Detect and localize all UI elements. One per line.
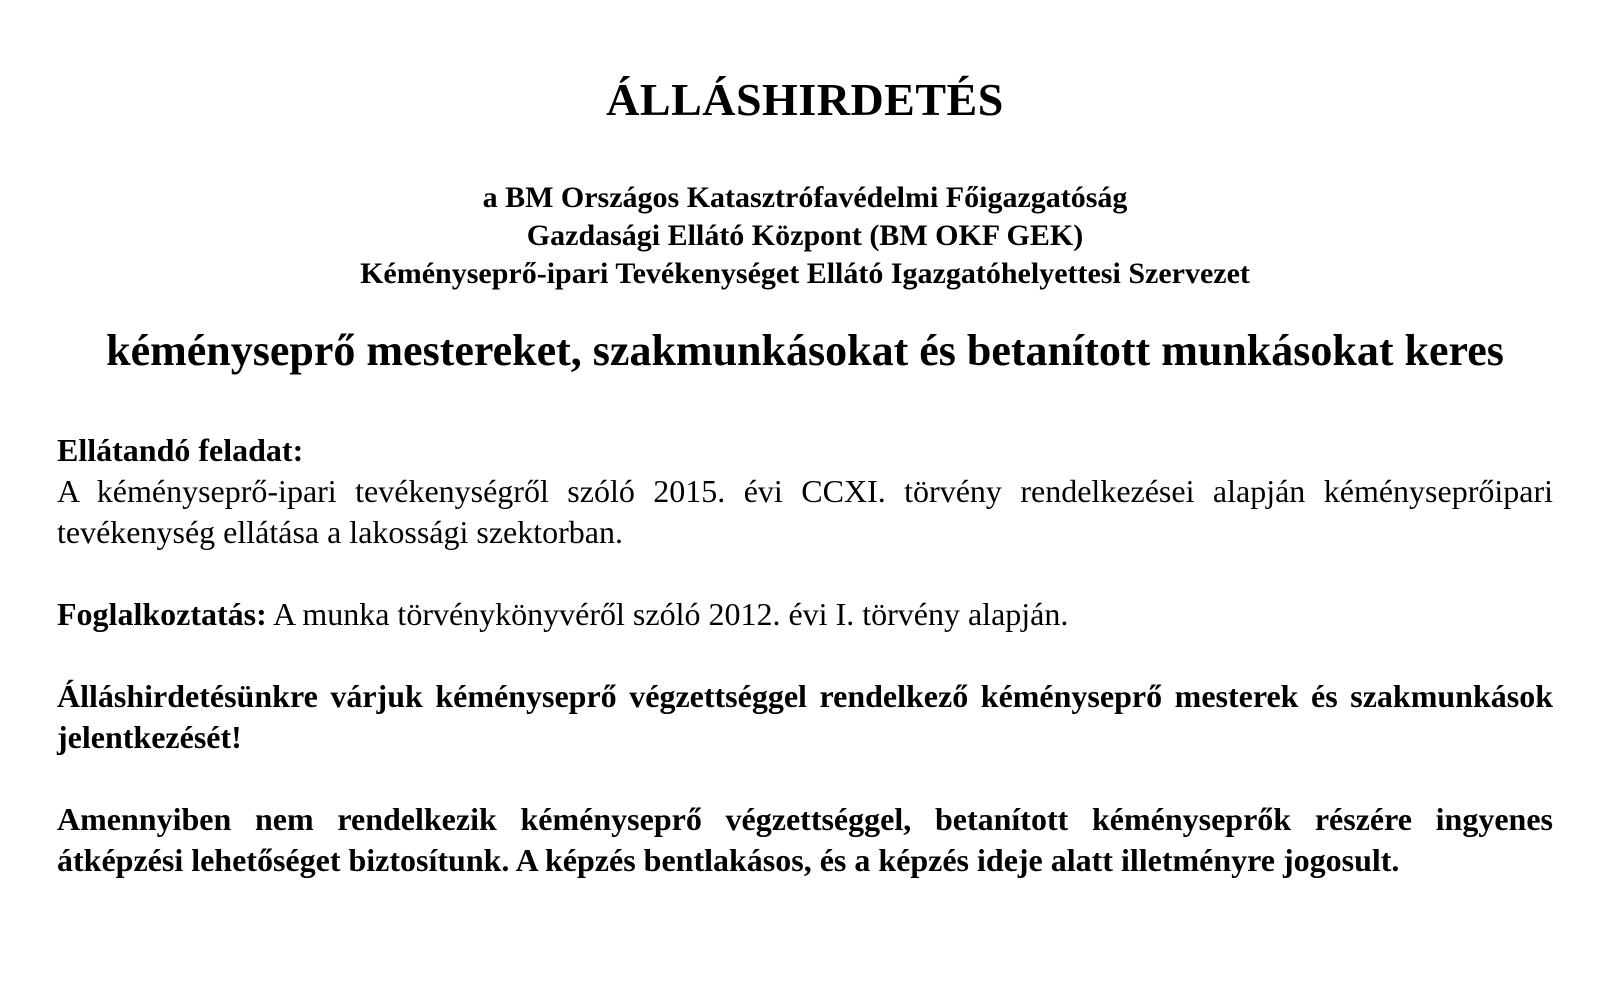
training-offer: Amennyiben nem rendelkezik kéményseprő végzettséggel, betanított kéményseprők részére ingyenes átképzési lehetőséget biztosítunk. A képzés bentlakásos, és a képzés ideje alatt illetményre jogosult.: [57, 801, 1553, 878]
call-to-apply: Álláshirdetésünkre várjuk kéményseprő végzettséggel rendelkező kéményseprő mesterek és szakmunkások jelentkezését!: [57, 678, 1553, 755]
document-title: ÁLLÁSHIRDETÉS: [606, 74, 1004, 125]
organization-line-3: Kéményseprő-ipari Tevékenységet Ellátó Igazgatóhelyettesi Szervezet: [360, 257, 1250, 290]
employment-label: Foglalkoztatás:: [57, 596, 267, 632]
task-label: Ellátandó feladat:: [57, 432, 304, 468]
employment-text: A munka törvénykönyvéről szóló 2012. évi I. törvény alapján.: [266, 596, 1069, 632]
task-text: A kéményseprő-ipari tevékenységről szóló 2015. évi CCXI. törvény rendelkezései alapján kéményseprőipari tevékenység ellátása a lakossági szektorban.: [57, 473, 1553, 550]
organization-line-2: Gazdasági Ellátó Központ (BM OKF GEK): [526, 219, 1084, 252]
task-section: [57, 430, 1553, 553]
organization-block: [57, 179, 1553, 293]
job-headline: kéményseprő mestereket, szakmunkásokat és betanított munkásokat keres: [106, 326, 1504, 375]
organization-line-1: a BM Országos Katasztrófavédelmi Főigazgatóság: [482, 181, 1128, 214]
employment-section: [57, 594, 1553, 635]
